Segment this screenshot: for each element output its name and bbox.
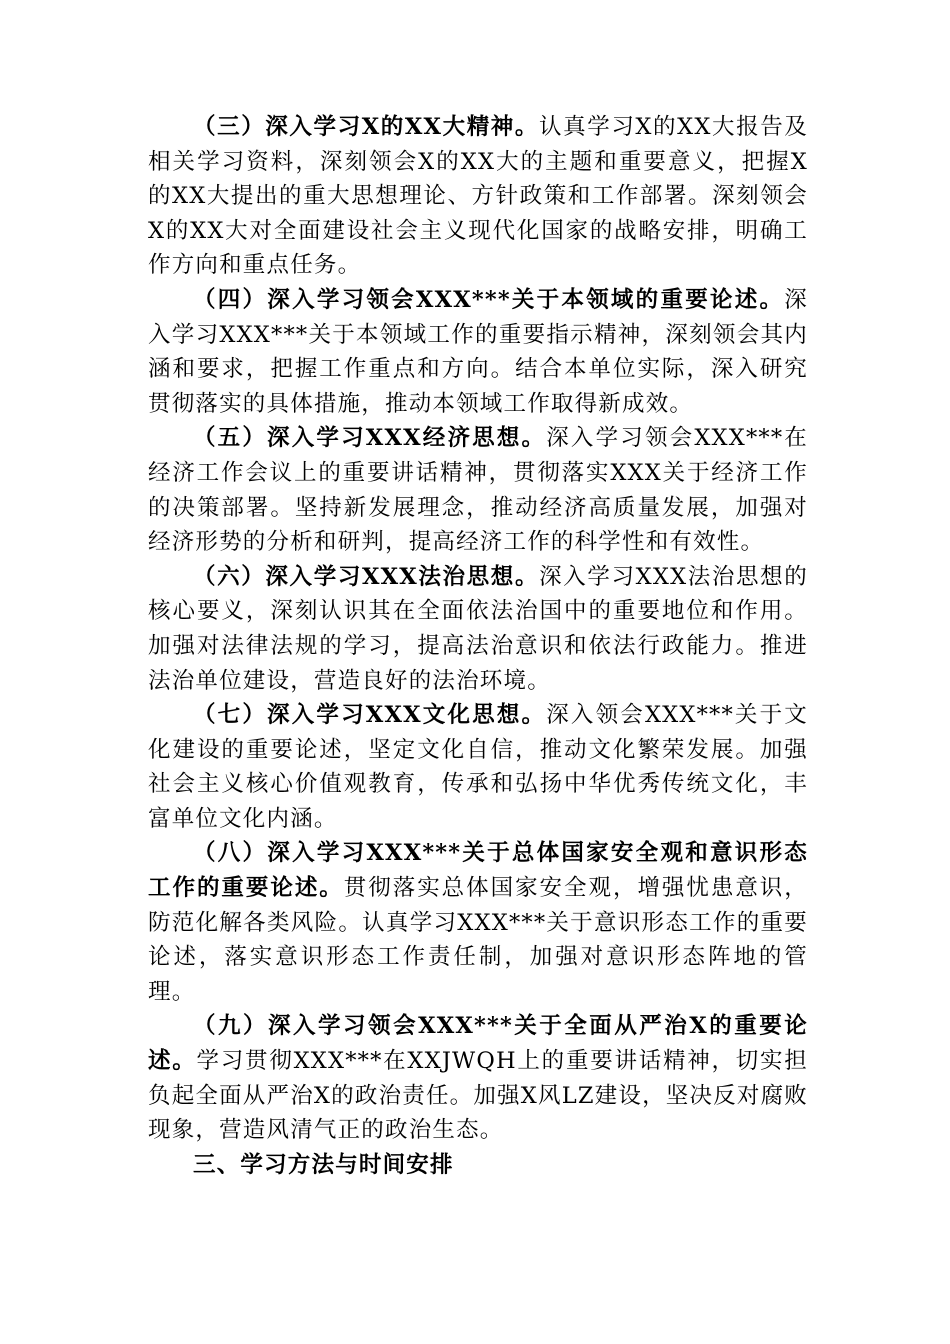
paragraph-7-body: 深入领会XXX***关于文化建设的重要论述，坚定文化自信，推动文化繁荣发展。加强社会主义核心价值观教育，传承和弘扬中华优秀传统文化，丰富单位文化内涵。 bbox=[148, 702, 809, 832]
paragraph-4 bbox=[148, 283, 808, 421]
paragraph-5-lead: （五）深入学习XXX经济思想。 bbox=[193, 425, 547, 452]
paragraph-7 bbox=[148, 698, 808, 836]
paragraph-6 bbox=[148, 560, 808, 698]
document-page bbox=[148, 110, 808, 1182]
paragraph-5-body: 深入学习领会XXX***在经济工作会议上的重要讲话精神，贯彻落实XXX关于经济工作的决策部署。坚持新发展理念，推动经济高质量发展，加强对经济形势的分析和研判，提高经济工作的科学性和有效性。 bbox=[148, 425, 809, 556]
paragraph-9 bbox=[148, 1009, 808, 1147]
paragraph-6-body: 深入学习XXX法治思想的核心要义，深刻认识其在全面依法治国中的重要地位和作用。加强对法律法规的学习，提高法治意识和依法行政能力。推进法治单位建设，营造良好的法治环境。 bbox=[148, 563, 808, 694]
paragraph-8-body: 贯彻落实总体国家安全观，增强忧患意识，防范化解各类风险。认真学习XXX***关于意识形态工作的重要论述，落实意识形态工作责任制，加强对意识形态阵地的管理。 bbox=[148, 875, 808, 1005]
paragraph-5 bbox=[148, 421, 808, 559]
paragraph-3-body: 认真学习X的XX大报告及相关学习资料，深刻领会X的XX大的主题和重要意义，把握X的XX大提出的重大思想理论、方针政策和工作部署。深刻领会X的XX大对全面建设社会主义现代化国家的战略安排，明确工作方向和重点任务。 bbox=[148, 114, 808, 279]
paragraph-9-body: 学习贯彻XXX***在XXJWQH上的重要讲话精神，切实担负起全面从严治X的政治责任。加强X风LZ建设，坚决反对腐败现象，营造风清气正的政治生态。 bbox=[148, 1048, 808, 1144]
paragraph-4-lead: （四）深入学习领会XXX***关于本领域的重要论述。 bbox=[193, 286, 785, 313]
paragraph-3-lead: （三）深入学习X的XX大精神。 bbox=[193, 114, 540, 140]
paragraph-8 bbox=[148, 836, 808, 1009]
paragraph-7-lead: （七）深入学习XXX文化思想。 bbox=[193, 702, 547, 729]
paragraph-4-body: 深入学习XXX***关于本领域工作的重要指示精神，深刻领会其内涵和要求，把握工作重点和方向。结合本单位实际，深入研究贯彻落实的具体措施，推动本领域工作取得新成效。 bbox=[148, 286, 808, 417]
paragraph-6-lead: （六）深入学习XXX法治思想。 bbox=[193, 563, 540, 590]
section-heading: 三、学习方法与时间安排 bbox=[193, 1151, 454, 1178]
paragraph-3 bbox=[148, 110, 808, 283]
paragraph-9-lead: （九）深入学习领会XXX***关于全面从严治X的重要论述。 bbox=[148, 1013, 808, 1075]
paragraph-8-lead: （八）深入学习XXX***关于总体国家安全观和意识形态工作的重要论述。 bbox=[148, 840, 808, 902]
